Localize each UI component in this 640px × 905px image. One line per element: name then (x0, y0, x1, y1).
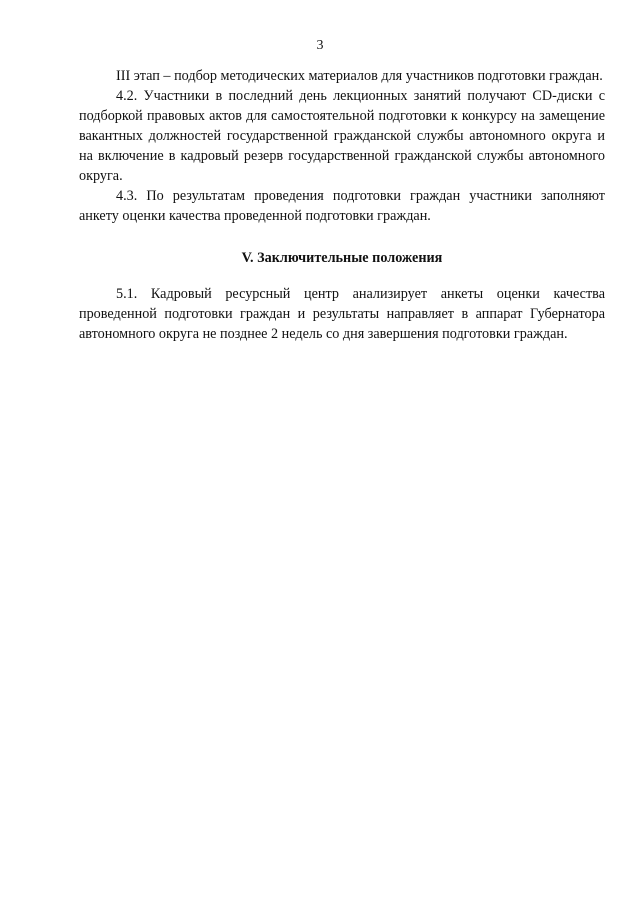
paragraph-stage-3: III этап – подбор методических материалов для участников подготовки граждан. (116, 68, 603, 84)
paragraph-5-1: 5.1. Кадровый ресурсный центр анализирует анкеты оценки качества проведенной подготовки граждан и результаты направляет в аппарат Губернатора автономного округа не позднее 2 недель со дня завершения подготовки граждан. (79, 286, 605, 342)
paragraph-4-3: 4.3. По результатам проведения подготовки граждан участники заполняют анкету оценки качества проведенной подготовки граждан. (79, 188, 605, 224)
document-body (79, 66, 605, 344)
section-heading: V. Заключительные положения (241, 250, 443, 266)
page-number: 3 (316, 38, 324, 53)
paragraph-4-2: 4.2. Участники в последний день лекционных занятий получают CD-диски с подборкой правовых актов для самостоятельной подготовки к конкурсу на замещение вакантных должностей государственной гражданской службы автономного округа и на включение в кадровый резерв государственной гражданской службы автономного округа. (79, 88, 605, 184)
